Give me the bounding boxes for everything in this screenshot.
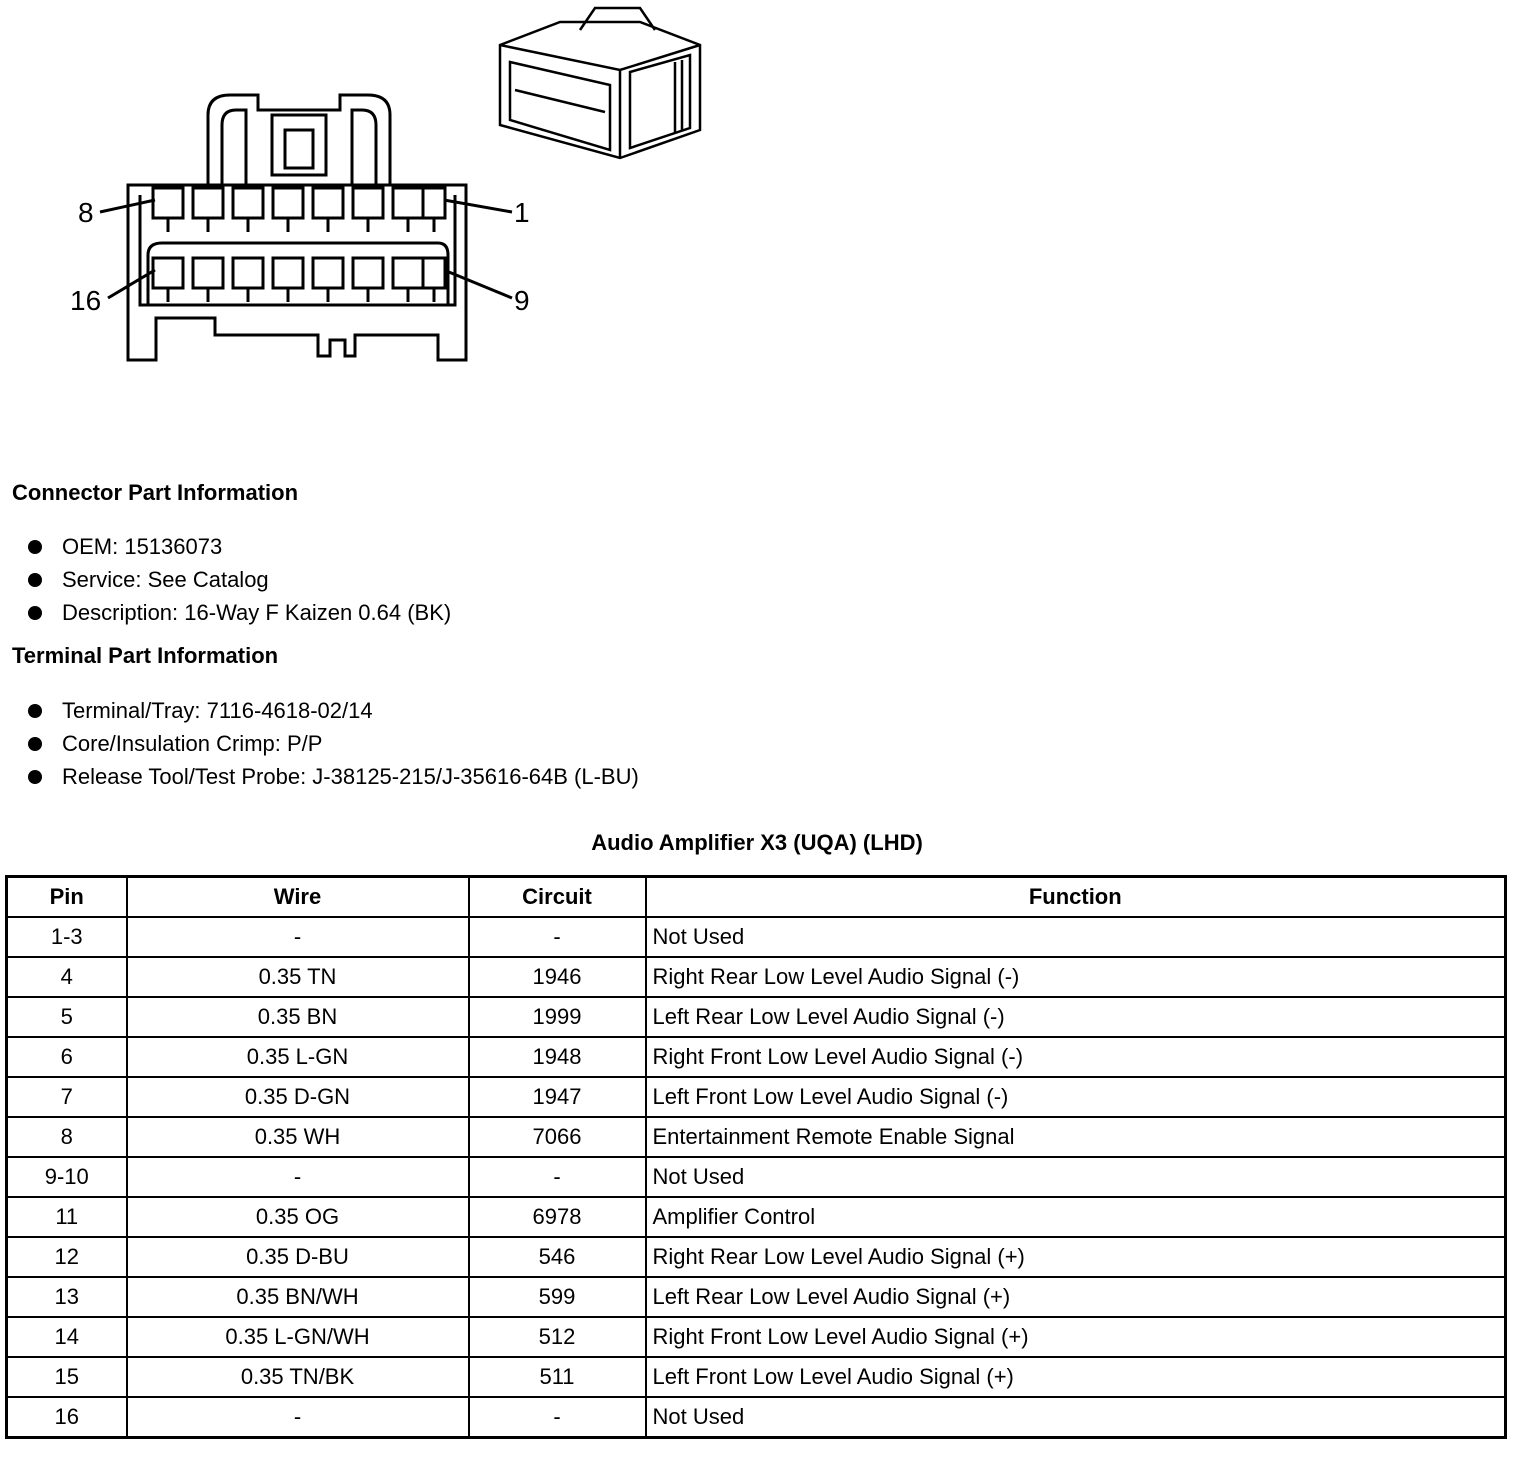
wire-cell: 0.35 OG — [127, 1197, 469, 1237]
wire-cell: 0.35 BN/WH — [127, 1277, 469, 1317]
terminal-info-title: Terminal Part Information — [12, 643, 279, 668]
pin-cell: 1-3 — [7, 917, 127, 957]
pin-cell: 5 — [7, 997, 127, 1037]
pin-label-1: 1 — [514, 197, 530, 228]
column-header-wire: Wire — [127, 877, 469, 918]
table-row — [7, 1397, 1506, 1438]
function-cell: Right Front Low Level Audio Signal (+) — [646, 1317, 1506, 1357]
bullet-icon — [28, 540, 42, 554]
pin-cell: 16 — [7, 1397, 127, 1438]
circuit-cell: 546 — [469, 1237, 646, 1277]
circuit-cell: - — [469, 1157, 646, 1197]
connector-face-view — [100, 95, 512, 360]
table-row — [7, 1037, 1506, 1077]
column-header-circuit: Circuit — [469, 877, 646, 918]
wire-cell: 0.35 BN — [127, 997, 469, 1037]
circuit-cell: - — [469, 917, 646, 957]
pin-cell: 9-10 — [7, 1157, 127, 1197]
wire-cell: 0.35 WH — [127, 1117, 469, 1157]
circuit-cell: 7066 — [469, 1117, 646, 1157]
function-cell: Left Front Low Level Audio Signal (+) — [646, 1357, 1506, 1397]
terminal-info-list — [28, 694, 639, 793]
function-cell: Right Rear Low Level Audio Signal (-) — [646, 957, 1506, 997]
terminal-row-top — [153, 188, 445, 232]
function-cell: Not Used — [646, 917, 1506, 957]
table-row — [7, 997, 1506, 1037]
pin-cell: 12 — [7, 1237, 127, 1277]
bullet-icon — [28, 770, 42, 784]
circuit-cell: 1947 — [469, 1077, 646, 1117]
list-item: Service: See Catalog — [28, 563, 451, 596]
function-cell: Left Rear Low Level Audio Signal (-) — [646, 997, 1506, 1037]
pin-cell: 7 — [7, 1077, 127, 1117]
wire-cell: 0.35 TN — [127, 957, 469, 997]
bullet-icon — [28, 737, 42, 751]
bullet-icon — [28, 573, 42, 587]
circuit-cell: 599 — [469, 1277, 646, 1317]
table-row — [7, 917, 1506, 957]
pin-cell: 13 — [7, 1277, 127, 1317]
table-row — [7, 1357, 1506, 1397]
table-row — [7, 957, 1506, 997]
table-title: Audio Amplifier X3 (UQA) (LHD) — [591, 830, 923, 855]
circuit-cell: - — [469, 1397, 646, 1438]
pin-label-8: 8 — [78, 197, 94, 228]
function-cell: Amplifier Control — [646, 1197, 1506, 1237]
column-header-function: Function — [646, 877, 1506, 918]
list-item: Release Tool/Test Probe: J-38125-215/J-35616-64B (L-BU) — [28, 760, 639, 793]
circuit-cell: 6978 — [469, 1197, 646, 1237]
function-cell: Left Rear Low Level Audio Signal (+) — [646, 1277, 1506, 1317]
wire-cell: 0.35 L-GN — [127, 1037, 469, 1077]
pin-cell: 6 — [7, 1037, 127, 1077]
list-item: Core/Insulation Crimp: P/P — [28, 727, 639, 760]
pin-cell: 14 — [7, 1317, 127, 1357]
pin-label-16: 16 — [70, 285, 102, 316]
list-item: Terminal/Tray: 7116-4618-02/14 — [28, 694, 639, 727]
circuit-cell: 512 — [469, 1317, 646, 1357]
terminal-row-bottom — [153, 258, 445, 302]
function-cell: Right Rear Low Level Audio Signal (+) — [646, 1237, 1506, 1277]
function-cell: Left Front Low Level Audio Signal (-) — [646, 1077, 1506, 1117]
circuit-cell: 1946 — [469, 957, 646, 997]
table-row — [7, 1277, 1506, 1317]
connector-isometric-view — [500, 8, 700, 158]
column-header-pin: Pin — [7, 877, 127, 918]
wire-cell: - — [127, 1397, 469, 1438]
circuit-cell: 1999 — [469, 997, 646, 1037]
pin-table — [5, 875, 1507, 1439]
list-item: OEM: 15136073 — [28, 530, 451, 563]
connector-info-title: Connector Part Information — [12, 480, 299, 505]
function-cell: Right Front Low Level Audio Signal (-) — [646, 1037, 1506, 1077]
circuit-cell: 511 — [469, 1357, 646, 1397]
wire-cell: 0.35 D-GN — [127, 1077, 469, 1117]
wire-cell: - — [127, 1157, 469, 1197]
wire-cell: - — [127, 917, 469, 957]
pin-cell: 15 — [7, 1357, 127, 1397]
circuit-cell: 1948 — [469, 1037, 646, 1077]
table-header-row — [7, 877, 1506, 918]
pin-cell: 8 — [7, 1117, 127, 1157]
table-row — [7, 1117, 1506, 1157]
table-row — [7, 1157, 1506, 1197]
function-cell: Not Used — [646, 1397, 1506, 1438]
wire-cell: 0.35 L-GN/WH — [127, 1317, 469, 1357]
pin-label-9: 9 — [514, 285, 530, 316]
table-row — [7, 1317, 1506, 1357]
wire-cell: 0.35 TN/BK — [127, 1357, 469, 1397]
connector-diagram — [0, 0, 760, 400]
table-row — [7, 1077, 1506, 1117]
pin-cell: 4 — [7, 957, 127, 997]
pin-cell: 11 — [7, 1197, 127, 1237]
function-cell: Not Used — [646, 1157, 1506, 1197]
wire-cell: 0.35 D-BU — [127, 1237, 469, 1277]
table-row — [7, 1197, 1506, 1237]
connector-info-list — [28, 530, 451, 629]
bullet-icon — [28, 606, 42, 620]
table-row — [7, 1237, 1506, 1277]
function-cell: Entertainment Remote Enable Signal — [646, 1117, 1506, 1157]
list-item: Description: 16-Way F Kaizen 0.64 (BK) — [28, 596, 451, 629]
bullet-icon — [28, 704, 42, 718]
